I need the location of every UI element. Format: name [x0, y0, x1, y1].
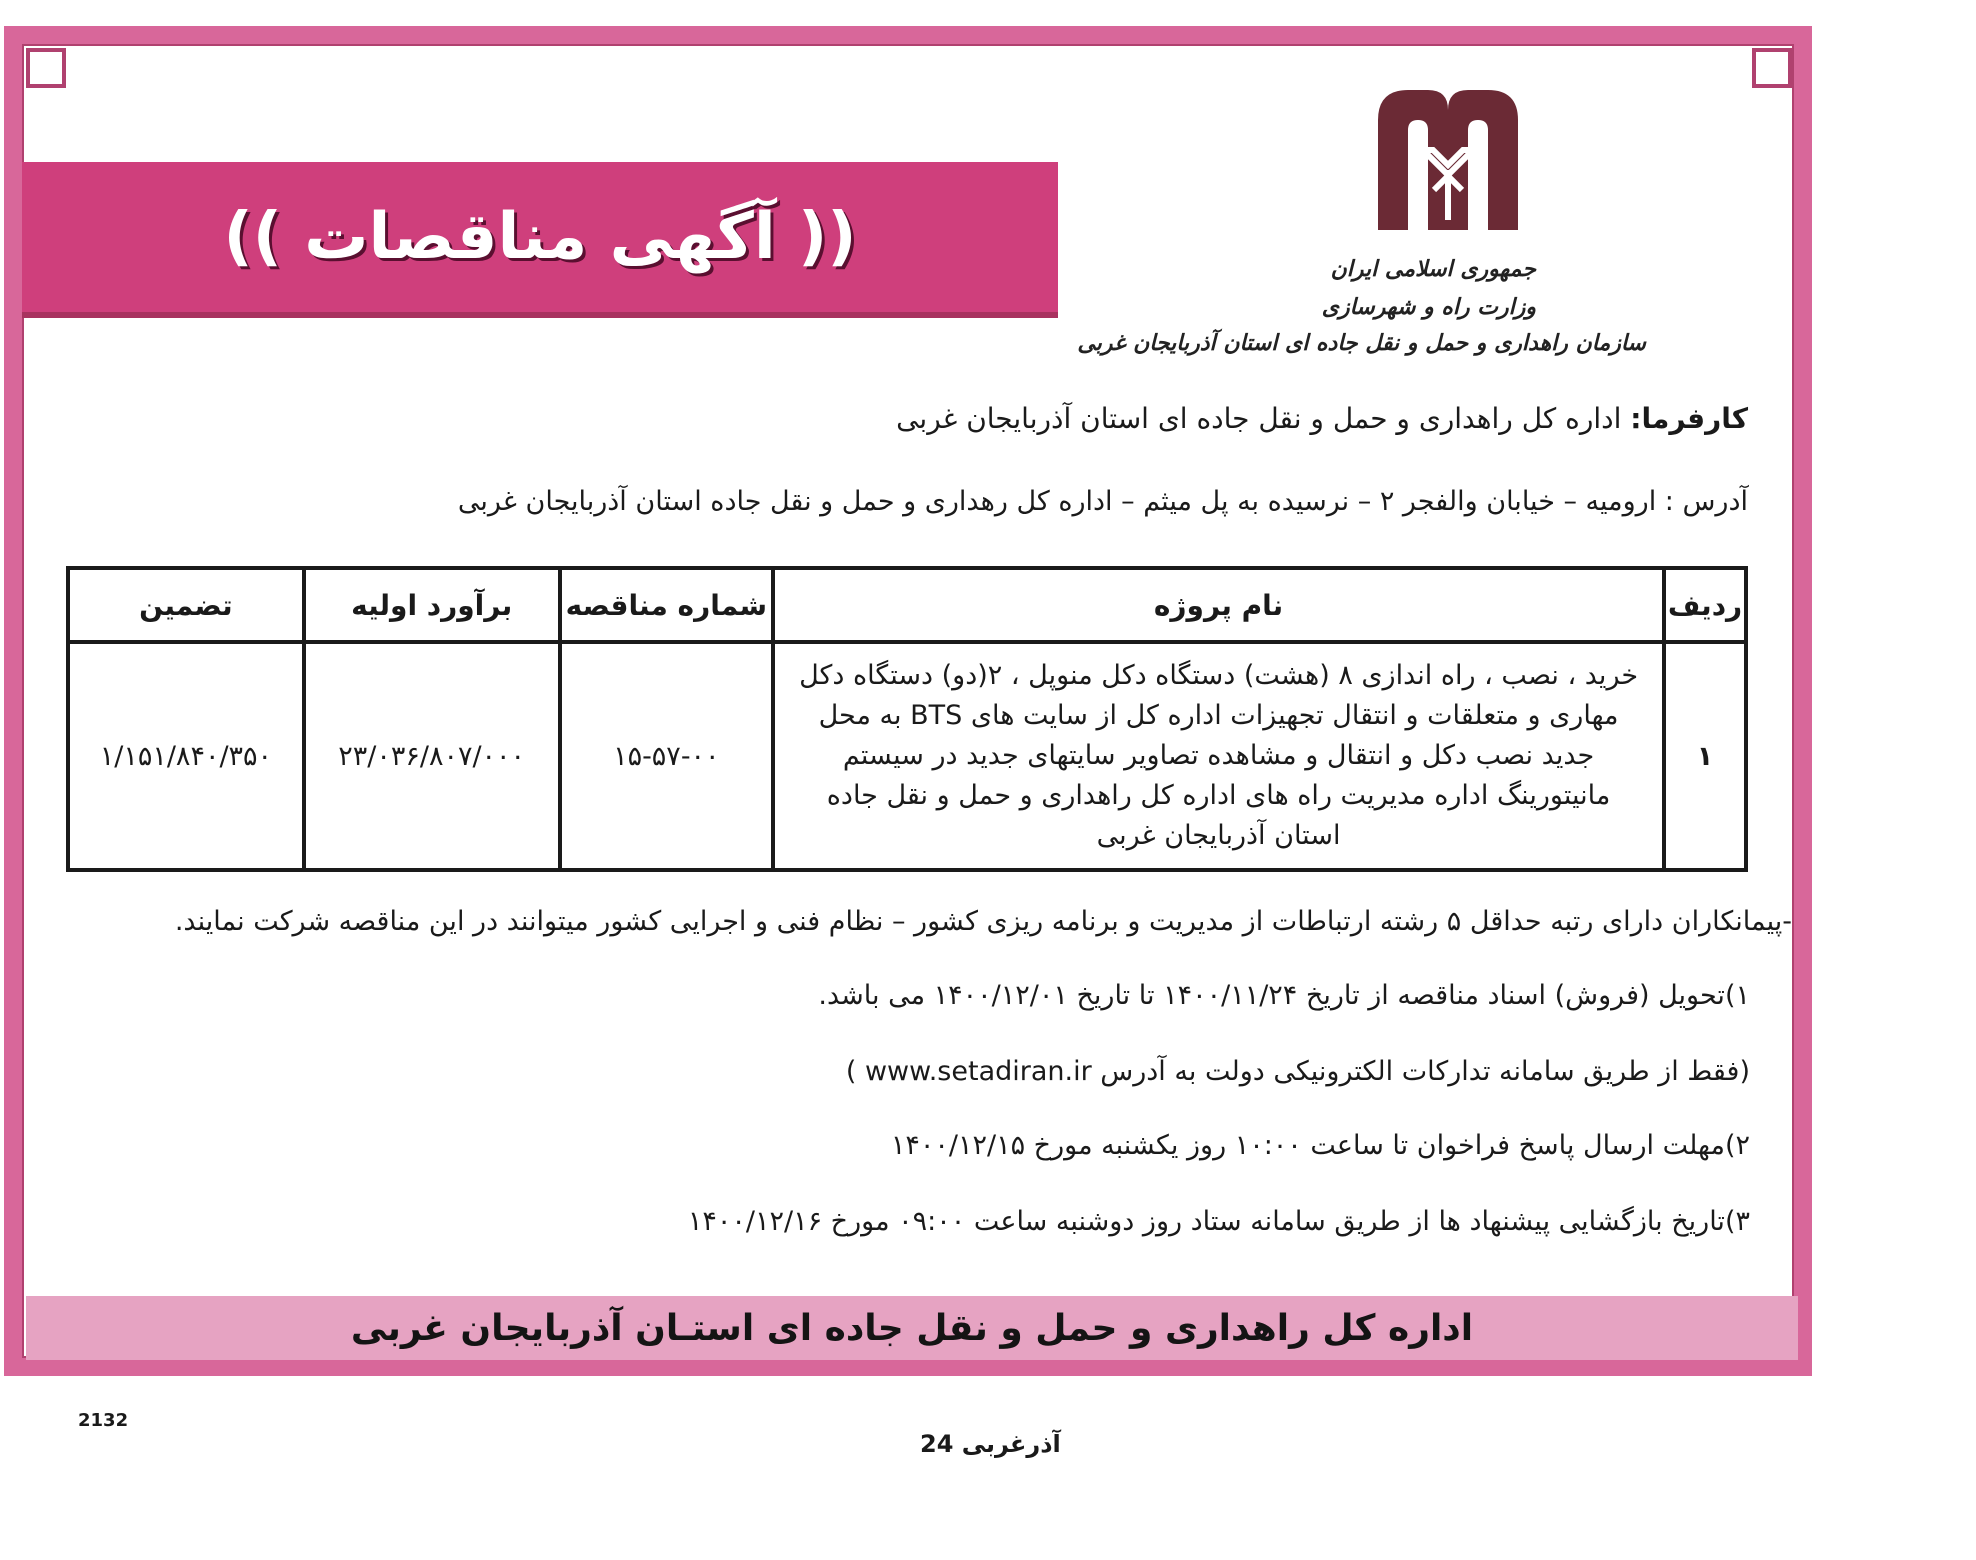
- banner-title: (( آگهی مناقصات )): [223, 200, 857, 274]
- setad-note: (فقط از طریق سامانه تدارکات الکترونیکی دولت به آدرس www.setadiran.ir ): [845, 1056, 1750, 1087]
- cell-guarantee: ۱/۱۵۱/۸۴۰/۳۵۰: [68, 642, 304, 870]
- header-estimate: برآورد اولیه: [304, 568, 560, 642]
- page-code: 2132: [78, 1410, 129, 1431]
- table-header-row: [68, 568, 1746, 642]
- corner-ornament: [26, 48, 66, 88]
- header-project: نام پروژه: [773, 568, 1664, 642]
- header-row: ردیف: [1664, 568, 1746, 642]
- cell-number: ۱۵-۵۷-۰۰: [560, 642, 774, 870]
- employer-line: [896, 402, 1748, 435]
- corner-ornament: [1752, 48, 1792, 88]
- opening-date: ۳)تاریخ بازگشایی پیشنهاد ها از طریق سامانه ستاد روز دوشنبه ساعت ۰۹:۰۰ مورخ ۱۴۰۰/۱۲/۱۶: [687, 1206, 1750, 1237]
- ministry-logo-icon: [1368, 80, 1528, 240]
- eligibility-note: -پیمانکاران دارای رتبه حداقل ۵ رشته ارتباطات از مدیریت و برنامه ریزی کشور – نظام فنی و اجرایی کشور میتوانند در این مناقصه شرکت نمایند.: [174, 906, 1792, 937]
- employer-label: کارفرما:: [1630, 402, 1748, 435]
- cell-row: ۱: [1664, 642, 1746, 870]
- org-line-3: سازمان راهداری و حمل و نقل جاده ای استان آذربایجان غربی: [1077, 330, 1646, 356]
- submission-deadline: ۲)مهلت ارسال پاسخ فراخوان تا ساعت ۱۰:۰۰ روز یکشنبه مورخ ۱۴۰۰/۱۲/۱۵: [890, 1130, 1750, 1161]
- delivery-dates: ۱)تحویل (فروش) اسناد مناقصه از تاریخ ۱۴۰۰/۱۱/۲۴ تا تاریخ ۱۴۰۰/۱۲/۰۱ می باشد.: [818, 980, 1750, 1011]
- header-number: شماره مناقصه: [560, 568, 774, 642]
- tender-table: [66, 566, 1748, 872]
- address-line: آدرس : ارومیه – خیابان والفجر ۲ – نرسیده به پل میثم – اداره کل رهداری و حمل و نقل جاده استان آذربایجان غربی: [457, 486, 1748, 517]
- org-line-1: جمهوری اسلامی ایران: [1330, 256, 1536, 282]
- header-guarantee: تضمین: [68, 568, 304, 642]
- org-line-2: وزارت راه و شهرسازی: [1321, 294, 1536, 320]
- table-row: [68, 642, 1746, 870]
- footer-org: اداره کل راهداری و حمل و نقل جاده ای استـان آذربایجان غربی: [350, 1307, 1474, 1349]
- employer-value: اداره کل راهداری و حمل و نقل جاده ای استان آذربایجان غربی: [896, 402, 1631, 435]
- footer-band: [26, 1296, 1798, 1360]
- title-banner: [22, 162, 1058, 312]
- page-footer: آذرغربی 24: [920, 1430, 1061, 1458]
- cell-project: خرید ، نصب ، راه اندازی ۸ (هشت) دستگاه دکل منوپل ، ۲(دو) دستگاه دکل مهاری و متعلقات و انتقال تجهیزات اداره کل از سایت های BTS به محل جدید نصب دکل و انتقال و مشاهده تصاویر سایتهای جدید در سیستم مانیتورینگ اداره مدیریت راه های اداره کل راهداری و حمل و نقل جاده استان آذربایجان غربی: [773, 642, 1664, 870]
- cell-estimate: ۲۳/۰۳۶/۸۰۷/۰۰۰: [304, 642, 560, 870]
